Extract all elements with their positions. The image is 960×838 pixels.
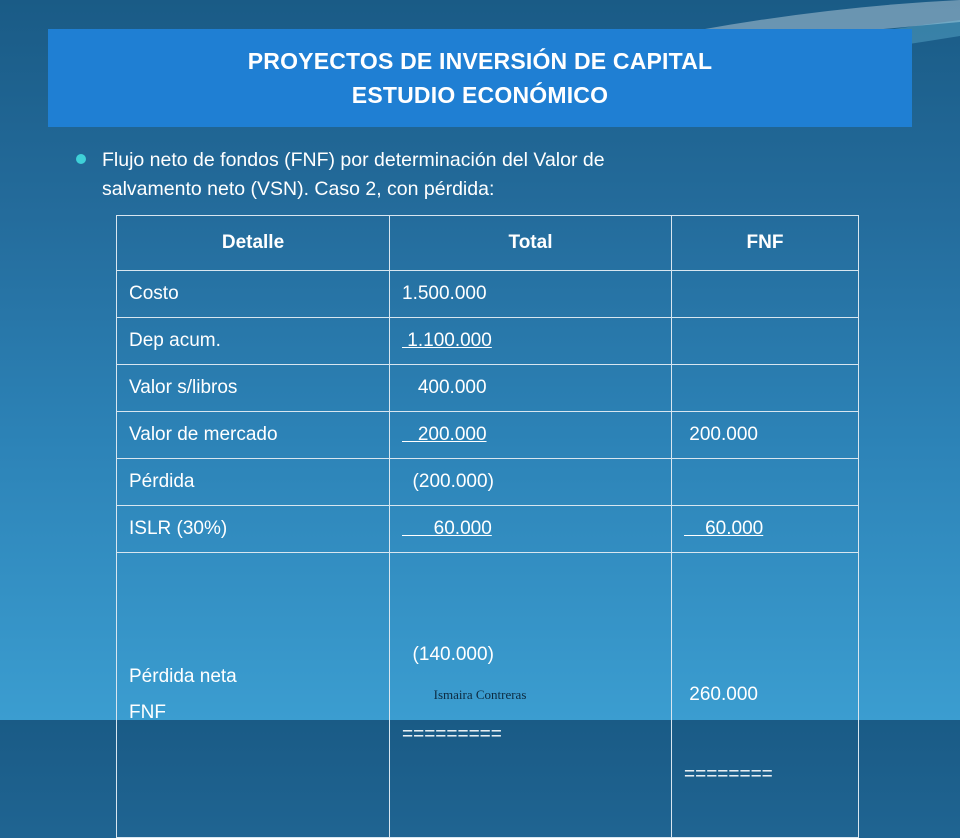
cell-detalle: Valor de mercado <box>117 412 390 459</box>
cell-fnf: 60.000 <box>672 506 859 553</box>
cell-total: 400.000 <box>390 365 672 412</box>
header-fnf: FNF <box>672 216 859 271</box>
total-separator: ========= <box>402 724 502 745</box>
value-perdida-neta: (140.000) <box>402 644 494 665</box>
cell-fnf: 200.000 <box>672 412 859 459</box>
label-fnf: FNF <box>129 702 166 723</box>
bullet-dot-icon <box>76 154 86 164</box>
cell-fnf <box>672 271 859 318</box>
footer-author: Ismaira Contreras <box>433 687 527 702</box>
value-fnf-total: 260.000 <box>684 684 758 705</box>
title-line-1: PROYECTOS DE INVERSIÓN DE CAPITAL <box>247 48 713 74</box>
bullet-text <box>102 146 816 204</box>
cell-fnf <box>672 318 859 365</box>
table-row <box>117 365 859 412</box>
title-line-2: ESTUDIO ECONÓMICO <box>351 82 609 108</box>
cell-total: 1.500.000 <box>390 271 672 318</box>
title-bar <box>48 29 912 127</box>
fnf-table <box>116 215 859 838</box>
bullet-line-2: salvamento neto (VSN). Caso 2, con pérdida: <box>102 178 495 200</box>
cell-detalle: ISLR (30%) <box>117 506 390 553</box>
cell-detalle: Pérdida <box>117 459 390 506</box>
cell-total: 200.000 <box>390 412 672 459</box>
table-header-row <box>117 216 859 271</box>
cell-total: (200.000) <box>390 459 672 506</box>
cell-total: 60.000 <box>390 506 672 553</box>
label-perdida-neta: Pérdida neta <box>129 666 237 687</box>
spacer <box>684 597 846 633</box>
header-total: Total <box>390 216 672 271</box>
bullet-item <box>76 146 816 204</box>
table-row <box>117 412 859 459</box>
table-row <box>117 318 859 365</box>
table-row <box>117 459 859 506</box>
cell-detalle: Costo <box>117 271 390 318</box>
cell-fnf <box>672 365 859 412</box>
cell-total: 1.100.000 <box>390 318 672 365</box>
cell-detalle: Valor s/libros <box>117 365 390 412</box>
cell-detalle: Dep acum. <box>117 318 390 365</box>
bullet-line-1: Flujo neto de fondos (FNF) por determinación del Valor de <box>102 149 605 171</box>
fnf-separator: ======== <box>684 764 773 785</box>
cell-fnf <box>672 459 859 506</box>
table-row <box>117 271 859 318</box>
header-detalle: Detalle <box>117 216 390 271</box>
table-row <box>117 506 859 553</box>
